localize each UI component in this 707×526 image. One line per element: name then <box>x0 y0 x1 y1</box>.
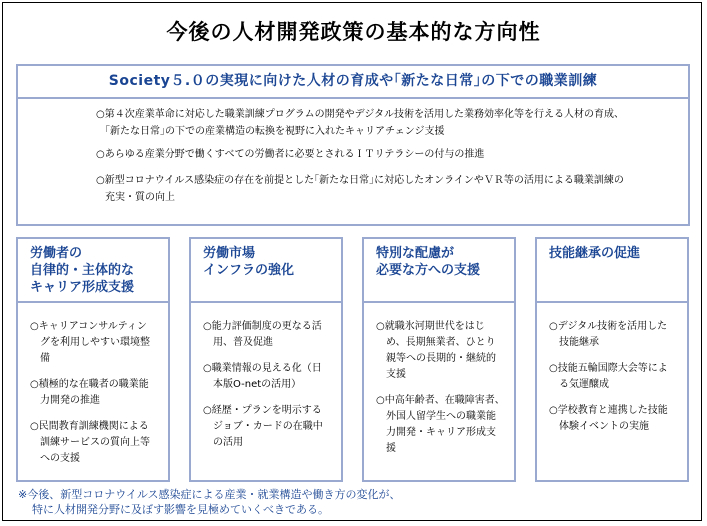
main-bullet-2 <box>96 146 680 163</box>
pillar-4-item-1-line-2: 技能継承 <box>559 337 599 348</box>
pillar-2-heading <box>191 239 341 303</box>
pillar-2-item-3-line-2: ジョブ・カードの在職中 <box>213 421 323 432</box>
pillar-4-item-2-line-1: ○技能五輪国際大会等によ <box>549 363 668 374</box>
pillar-2-item-3 <box>203 403 343 451</box>
pillar-3-item-2 <box>376 393 516 457</box>
pillar-4-title-line-1: 技能継承の促進 <box>549 246 641 261</box>
footnote-line-2: 特に人材開発分野に及ぼす影響を見極めていくべきである。 <box>32 503 329 516</box>
pillar-1-item-1-line-2: グを利用しやすい環境整 <box>40 337 150 348</box>
pillar-2-item-3-line-1: ○経歴・プランを明示する <box>203 405 322 416</box>
pillar-2-item-1-line-1: ○能力評価制度の更なる活 <box>203 321 322 332</box>
pillar-1-item-3 <box>30 419 170 467</box>
pillar-2-item-3-line-3: の活用 <box>213 437 243 448</box>
footnote <box>18 487 401 517</box>
pillar-2-body <box>203 319 343 461</box>
pillar-3-title-line-2: 必要な方への支援 <box>376 263 481 278</box>
pillar-3-item-1 <box>376 319 516 383</box>
pillar-3-item-2-line-3: 力開発・キャリア形成支 <box>386 427 496 438</box>
main-bullet-3-line-1: ○新型コロナウイルス感染症の存在を前提とした｢新たな日常｣に対応したオンラインやＶＲ等の活用による職業訓練の <box>96 175 624 186</box>
pillar-3-item-2-line-1: ○中高年齢者、在職障害者、 <box>376 395 505 406</box>
pillar-1-item-2-line-1: ○積極的な在職者の職業能 <box>30 379 149 390</box>
pillar-4-heading <box>537 239 687 303</box>
pillar-1-item-1-line-3: 備 <box>40 353 50 364</box>
pillar-2-item-1-line-2: 用、普及促進 <box>213 337 273 348</box>
pillar-career-support <box>16 237 170 482</box>
pillar-1-item-2 <box>30 377 170 409</box>
pillar-3-item-1-line-4: 支援 <box>386 369 406 380</box>
main-bullet-1-line-1: ○第４次産業革命に対応した職業訓練プログラムの開発やデジタル技術を活用した業務効率化等を行える人材の育成、 <box>96 109 625 120</box>
pillar-3-item-1-line-2: め、長期無業者、ひとり <box>386 337 496 348</box>
pillar-3-body <box>376 319 516 467</box>
pillar-2-title-line-1: 労働市場 <box>203 246 256 261</box>
pillar-skill-succession <box>535 237 689 482</box>
page-title: 今後の人材開発政策の基本的な方向性 <box>166 20 541 44</box>
main-bullet-2-line-1: ○あらゆる産業分野で働くすべての労働者に必要とされるＩＴリテラシーの付与の推進 <box>96 149 485 160</box>
pillar-3-item-2-line-2: 外国人留学生への職業能 <box>386 411 496 422</box>
pillar-1-item-1-line-1: ○キャリアコンサルティン <box>30 321 147 332</box>
pillar-4-item-3-line-2: 体験イベントの実施 <box>559 421 649 432</box>
main-bullet-1-line-2: ｢新たな日常｣の下での産業構造の転換を視野に入れたキャリアチェンジ支援 <box>105 126 445 137</box>
pillar-1-item-1 <box>30 319 170 367</box>
pillar-2-item-2 <box>203 361 343 393</box>
pillar-4-item-2-line-2: る気運醸成 <box>559 379 609 390</box>
main-policy-box <box>16 64 690 226</box>
main-bullet-1 <box>96 106 680 140</box>
pillar-4-item-3-line-1: ○学校教育と連携した技能 <box>549 405 668 416</box>
pillar-1-body <box>30 319 170 477</box>
pillar-4-item-1-line-1: ○デジタル技術を活用した <box>549 321 668 332</box>
pillar-4-item-3 <box>549 403 689 435</box>
main-bullet-3 <box>96 172 680 206</box>
pillar-2-item-2-line-2: 本版O-netの活用） <box>213 379 302 390</box>
pillar-1-title-line-3: キャリア形成支援 <box>30 280 135 295</box>
pillar-1-heading <box>18 239 168 303</box>
pillar-4-item-1 <box>549 319 689 351</box>
pillar-1-item-2-line-2: 力開発の推進 <box>40 395 100 406</box>
pillar-4-body <box>549 319 689 445</box>
pillar-labor-market-infra <box>189 237 343 482</box>
pillar-2-title-line-2: インフラの強化 <box>203 263 295 278</box>
main-policy-body <box>96 106 680 212</box>
pillar-3-heading <box>364 239 514 303</box>
pillar-special-support <box>362 237 516 482</box>
pillar-3-title-line-1: 特別な配慮が <box>376 246 455 261</box>
pillar-2-item-2-line-1: ○職業情報の見える化（日 <box>203 363 322 374</box>
pillar-3-item-2-line-4: 援 <box>386 443 396 454</box>
pillar-3-item-1-line-3: 親等への長期的・継続的 <box>386 353 496 364</box>
pillar-1-title-line-1: 労働者の <box>30 246 83 261</box>
pillar-1-item-3-line-3: への支援 <box>40 453 80 464</box>
pillar-2-item-1 <box>203 319 343 351</box>
pillar-1-title-line-2: 自律的・主体的な <box>30 263 135 278</box>
pillar-1-item-3-line-2: 訓練サービスの質向上等 <box>40 437 150 448</box>
pillar-4-item-2 <box>549 361 689 393</box>
footnote-line-1: ※今後、新型コロナウイルス感染症による産業・就業構造や働き方の変化が、 <box>18 488 401 501</box>
main-bullet-3-line-2: 充実・質の向上 <box>105 192 175 203</box>
pillar-3-item-1-line-1: ○就職氷河期世代をはじ <box>376 321 485 332</box>
pillar-1-item-3-line-1: ○民間教育訓練機関による <box>30 421 149 432</box>
main-policy-heading: Society５.０の実現に向けた人材の育成や｢新たな日常｣の下での職業訓練 <box>18 66 688 99</box>
